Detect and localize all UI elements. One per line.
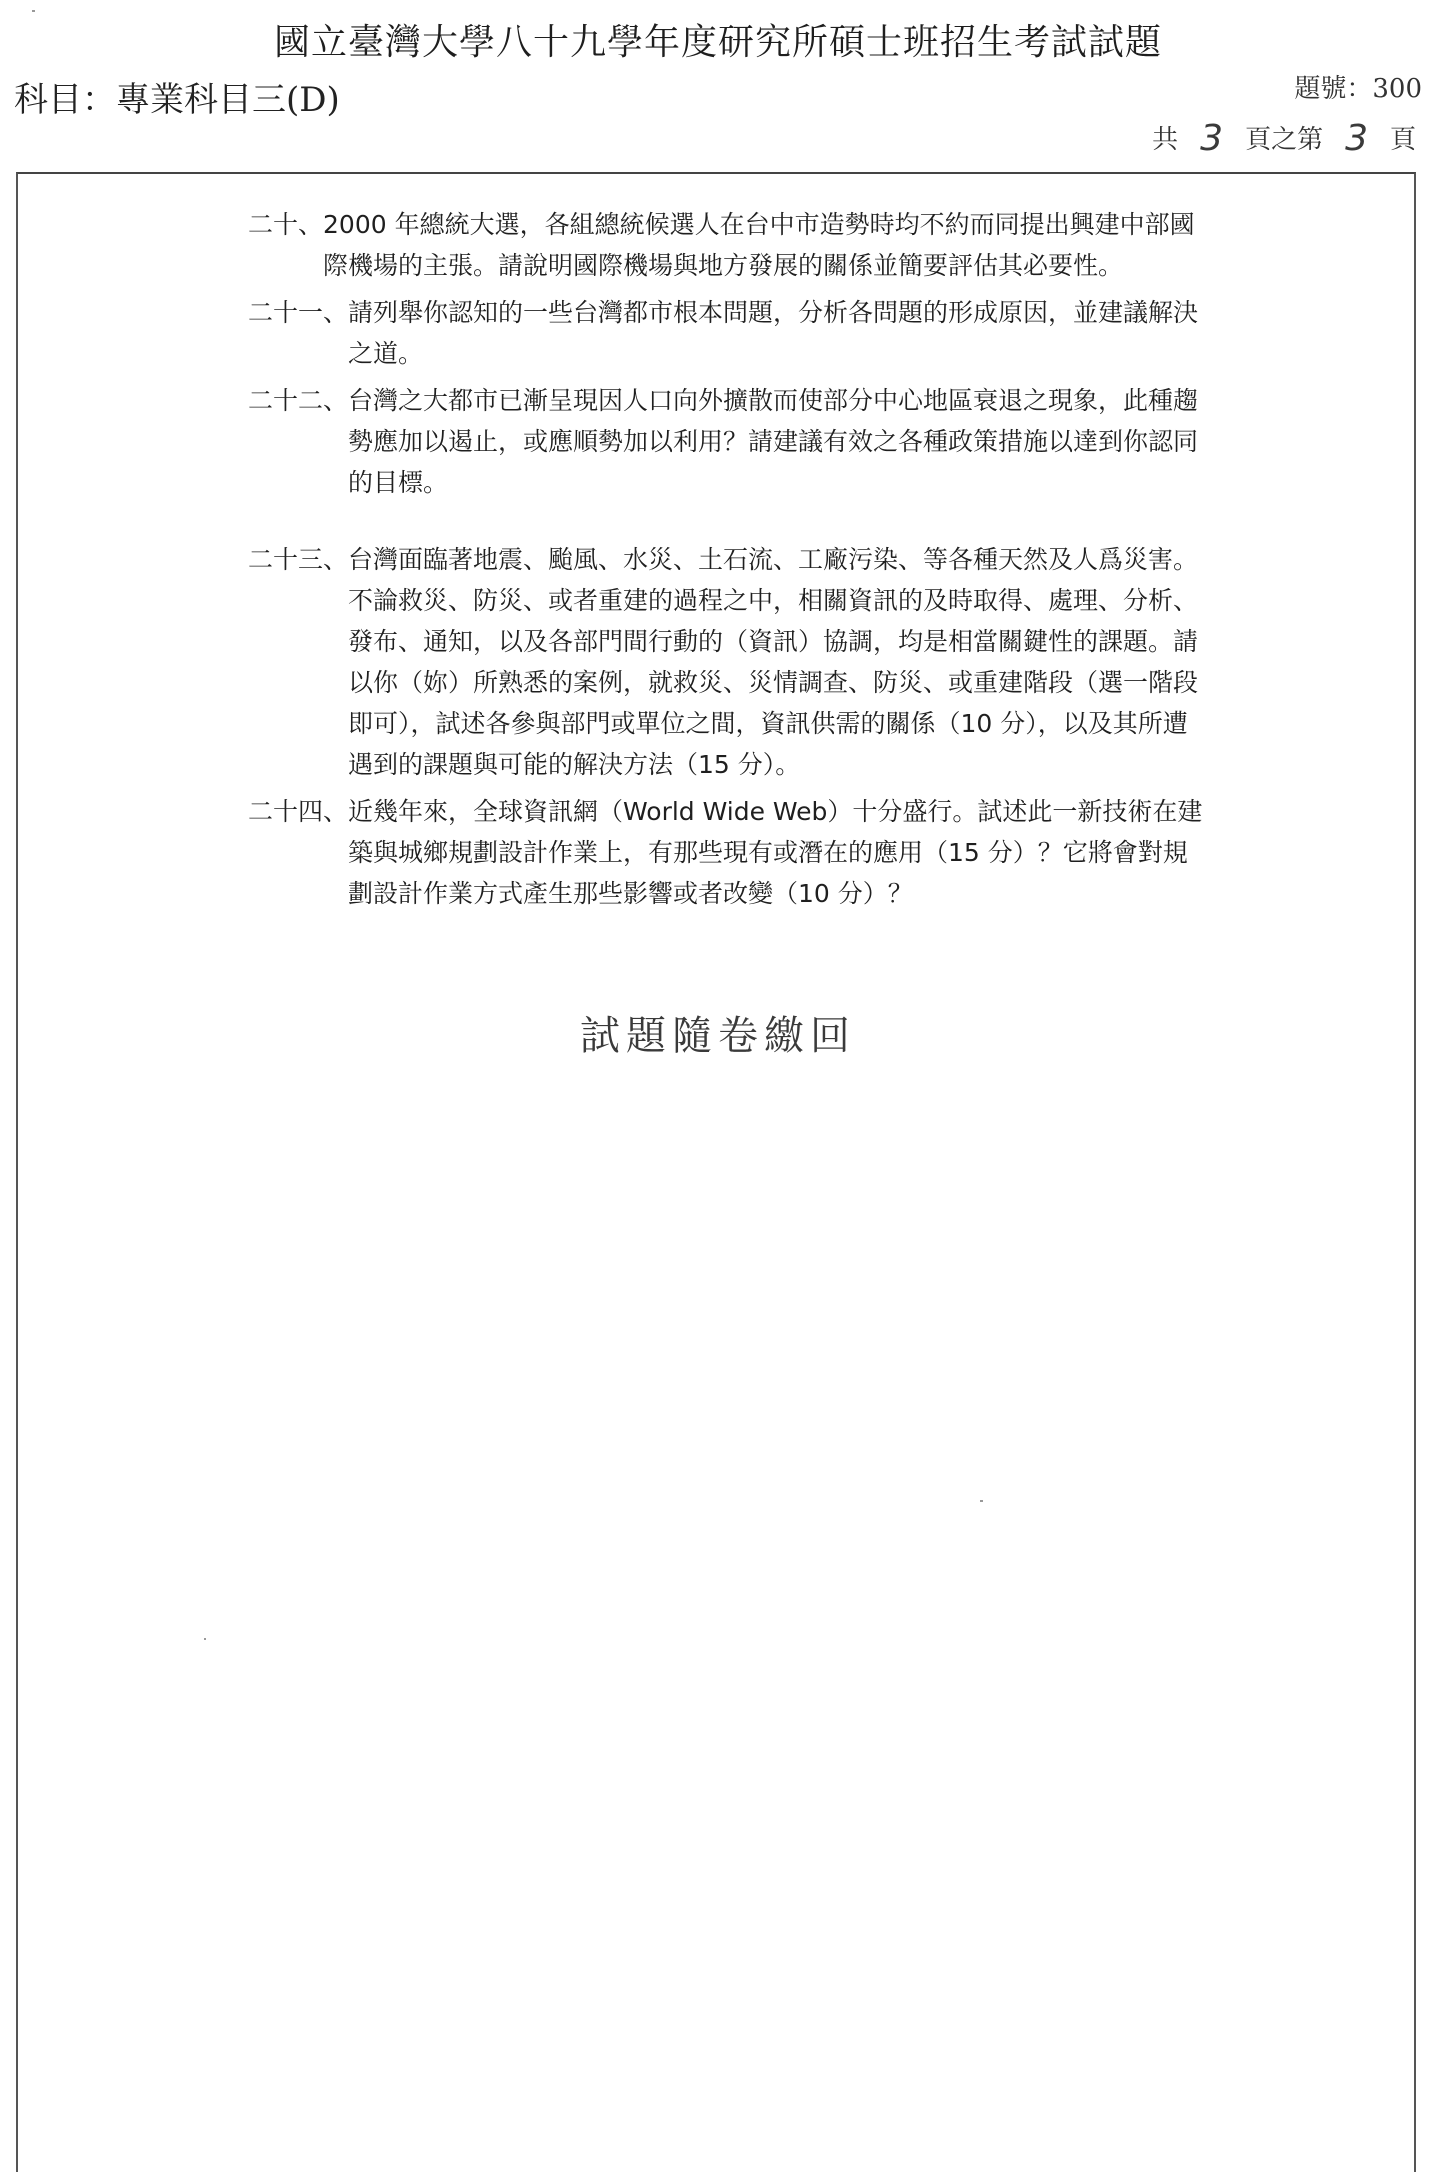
question-text: 近幾年來，全球資訊網（World Wide Web）十分盛行。試述此一新技術在建築與城鄉規劃設計作業上，有那些現有或潛在的應用（15 分）？它將會對規劃設計作業方式產生那些影響或者改變（10 分）？ (348, 797, 1203, 908)
question-number-label: 二十、 (248, 210, 324, 239)
current-page: 3 (1345, 118, 1368, 159)
question-text: 台灣面臨著地震、颱風、水災、土石流、工廠污染、等各種天然及人爲災害。不論救災、防災、或者重建的過程之中，相關資訊的及時取得、處理、分析、發布、通知，以及各部門間行動的（資訊）協調，均是相當關鍵性的課題。請以你（妳）所熟悉的案例，就救災、災情調查、防災、或重建階段（選一階段即可），試述各參與部門或單位之間，資訊供需的關係（10 分），以及其所遭遇到的課題與可能的解決方法（15 分）。 (348, 545, 1199, 779)
total-pages: 3 (1200, 118, 1224, 159)
question-23 (248, 539, 1208, 785)
question-20 (248, 204, 1208, 286)
exam-title: 國立臺灣大學八十九學年度研究所碩士班招生考試試題 (273, 22, 1162, 63)
page-indicator (1152, 116, 1416, 157)
question-number-label: 二十二、 (248, 386, 349, 415)
subject-label: 科目：專業科目三(D) (14, 80, 340, 120)
question-text: 2000 年總統大選，各組總統候選人在台中市造勢時均不約而同提出興建中部國際機場的主張。請說明國際機場與地方發展的關係並簡要評估其必要性。 (323, 210, 1195, 280)
scan-speck (32, 10, 35, 12)
question-24 (248, 791, 1208, 914)
question-text: 台灣之大都市已漸呈現因人口向外擴散而使部分中心地區衰退之現象，此種趨勢應加以遏止，或應順勢加以利用？請建議有效之各種政策措施以達到你認同的目標。 (348, 386, 1199, 497)
pages-suffix: 頁 (1389, 125, 1416, 155)
question-list (248, 204, 1208, 920)
question-number-label: 二十四、 (248, 797, 349, 826)
question-22 (248, 380, 1208, 503)
question-number: 題號：300 (1294, 74, 1422, 104)
return-with-paper-stamp: 試題隨卷繳回 (580, 1013, 856, 1059)
question-21 (248, 292, 1208, 374)
scan-speck (980, 1500, 983, 1502)
pages-middle: 頁之第 (1245, 125, 1324, 155)
scan-speck (204, 1638, 206, 1640)
question-text: 請列舉你認知的一些台灣都市根本問題，分析各問題的形成原因，並建議解決之道。 (348, 298, 1199, 368)
pages-prefix: 共 (1152, 125, 1179, 155)
question-number-label: 二十三、 (248, 545, 349, 574)
question-number-label: 二十一、 (248, 298, 349, 327)
